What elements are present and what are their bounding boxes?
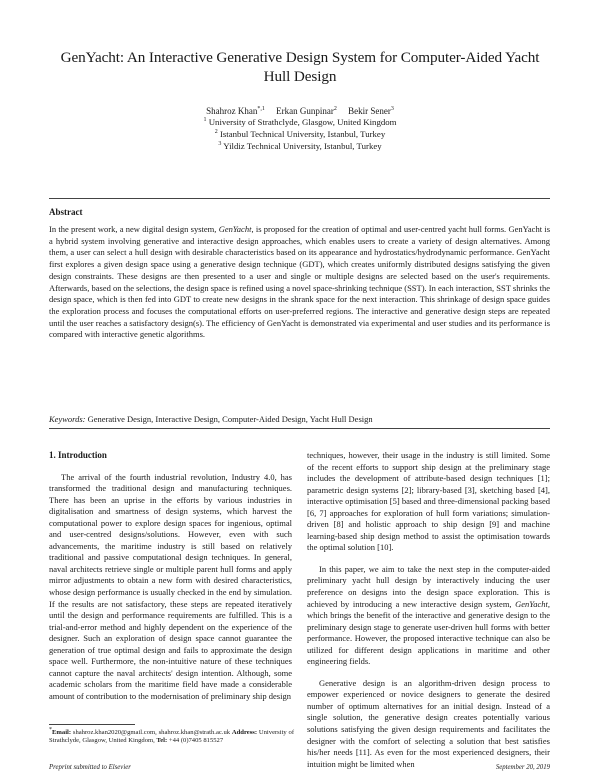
affiliation [0,141,600,151]
keywords-label: Keywords: [49,414,86,424]
abstract-part: , is proposed for the creation of optimal and user-centred yacht hull forms. GenYacht is a hybrid system involving generative and interactive design approaches, which enables users to create a variety of design alternatives. Among them, a user can select a hull design with desirable characteristics based on its appearance and hydrostatics/hydrodynamic performance. GenYacht first explores a given design space using a generative design technique (GDT), which creates uniformly distributed designs satisfying the given design constraints. These designs are then presented to a user and single or multiple designs are selected based on the user's requirements. Afterwards, based on the selections, the design space is refined using a novel space-shrinking technique (SST). In each interaction, SST shrinks the design space, which is then fed into GDT to create new designs in the shrank space for the next interaction. This shrinkage of design space guides the exploration process and focuses the computational efforts on user-preferred regions. The interactive and generative design steps are repeated until the user reaches a satisfactory design(s). The efficiency of GenYacht is demonstrated via experimental and user studies and its performance is compared with interactive genetic algorithms. [49,224,550,340]
keywords-text: Generative Design, Interactive Design, Computer-Aided Design, Yacht Hull Design [87,414,373,424]
affiliation-sup: 1 [203,117,207,124]
right-column [307,450,550,780]
section-heading: 1. Introduction [49,450,107,460]
footnote-emails: shahroz.khan2020@gmail.com, shahroz.khan@strath.ac.uk [72,729,231,736]
author-list [0,106,600,116]
keywords [49,414,550,424]
footnote-marker: * [49,726,52,733]
footer-date: September 20, 2019 [495,764,550,771]
abstract-part: In the present work, a new digital design system, [49,224,219,234]
author-name: Erkan Gunpinar [276,106,334,116]
author-name: Shahroz Khan [206,106,258,116]
paragraph-part: In this paper, we aim to take the next step in the computer-aided preliminary yacht hull design by interactively inducing the user preference on designs into the design space exploration. This is achieved by introducing a new interactive design system, [307,563,550,609]
footnote-address: University of Strathclyde, Glasgow, United Kingdom, [49,729,295,745]
abstract-heading: Abstract [49,207,83,217]
paragraph [307,564,550,668]
footnote [49,726,295,746]
paragraph-emphasis: GenYacht [515,598,548,609]
affiliation-sup: 2 [214,129,218,136]
divider [49,198,550,199]
author-sup: *,1 [257,106,265,112]
footnote-tel-label: Tel: [156,737,168,745]
footnote-tel: +44 (0)7405 815527 [168,737,224,745]
left-column [49,450,292,712]
footer-preprint: Preprint submitted to Elsevier [49,764,131,771]
affiliation-sup: 3 [218,141,222,148]
affiliation-text: Yildiz Technical University, Istanbul, Turkey [223,141,382,151]
paragraph: techniques, however, their usage in the industry is still limited. Some of the recent efforts to support ship design at the preliminary stage includes the development of attribute-based design techniques [1]; parametric design systems [2]; library-based [3], sketching based [4], interactive optimisation [5] based and three-dimensional packing based [6, 7] approaches for exploration of hull form variations; simulation-driven [8] and holistic approach to ship design [9] and machine learning-based ship design method to assist the optimisation towards the optimal solution [10]. [307,450,550,553]
paper-title: GenYacht: An Interactive Generative Design System for Computer-Aided Yacht Hull Design [60,49,540,85]
abstract-emphasis: GenYacht [218,224,252,234]
footnote-rule [49,724,135,725]
paragraph: Generative design is an algorithm-driven design process to empower experienced or novice designers to generate the desired number of optimum alternatives for an initial design. Instead of a single solution, the generative design creates potentially various solutions satisfying the given design requirements and facilitates the designer with the comfort of selecting a solution that best satisfies his/her needs [11]. As even for the most experienced designers, their intuition might be limited when [307,677,550,769]
divider [49,428,550,429]
footnote-address-label: Address: [231,729,258,736]
author-sup: 3 [390,106,394,112]
affiliation-text: Istanbul Technical University, Istanbul, Turkey [219,129,386,139]
author-sup: 2 [333,106,337,112]
paragraph: The arrival of the fourth industrial revolution, Industry 4.0, has transformed the traditional design and manufacturing techniques. There has been an uprise in the efforts by various industries in digitalisation and smartness of design systems, which harvest the computational power to explore design spaces for ingenious, optimal and user-centred designs/solutions. However, even with such advancements, the maritime industry is still based on relatively traditional and passive computational design techniques. In general, naval architects retrieve single or multiple parent hull forms and apply mirror adjustments to obtain a new form with desired characteristics, whose design performance is usually checked in the end by simulation. If the results are not satisfactory, these steps are repeated iteratively until the design and performance requirements are fulfilled. This is a trial-and-error method and highly dependent on the experience of the designer. Such an exploration of design space cannot guarantee the generation of true optimal design and fails to approximate the design space well. Furthermore, the non-intuitive nature of these techniques cannot capture the naval architects' design intention. Although, some academic scholars from the maritime field have made a considerable amount of contribution to the modernisation of preliminary ship design [49,471,292,701]
affiliation [0,117,600,127]
footnote-label: Email: [52,729,72,736]
author-name: Bekir Sener [348,106,391,116]
paragraph-part: , which brings the benefit of the interactive and generative design to the preliminary design stage to generate user-driven hull forms with better performance. However, the proposed interactive technique can also be utilized for different design applications in maritime and other engineering fields. [307,598,550,667]
affiliation-text: University of Strathclyde, Glasgow, United Kingdom [208,117,397,127]
affiliation [0,129,600,139]
abstract-text [49,224,550,341]
